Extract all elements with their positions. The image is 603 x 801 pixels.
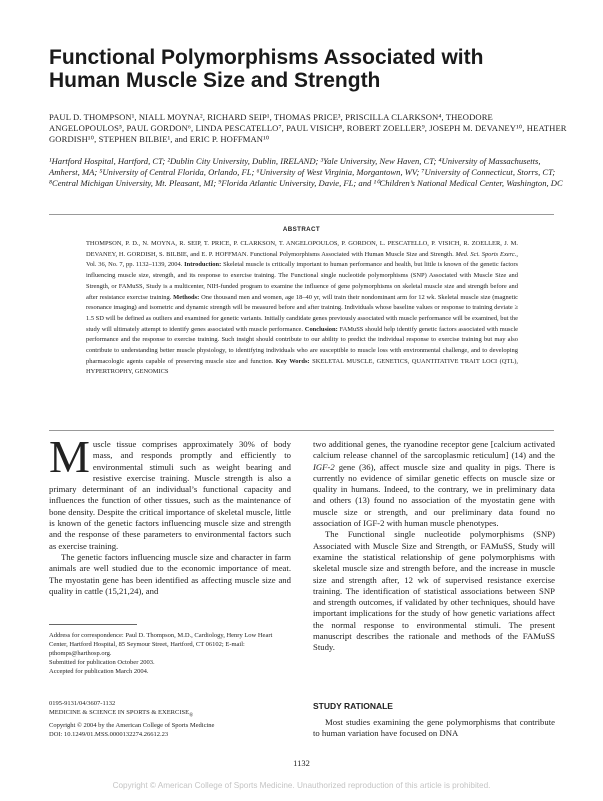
abstract-conclusion-label: Conclusion: xyxy=(304,325,338,333)
author-list: PAUL D. THOMPSON¹, NIALL MOYNA², RICHARD SEIP¹, THOMAS PRICE³, PRISCILLA CLARKSON⁴, THEODORE ANGELOPOULOS⁵, PAUL GORDON⁶, LINDA PESCATELLO⁷, PAUL VISICH⁸, ROBERT ZOELLER⁹, JOSEPH M. DEVANEY¹⁰, HEATHER GORDISH¹⁰, STEPHEN BILBIE¹, and ERIC P. HOFFMAN¹⁰ xyxy=(49,112,567,144)
abstract-methods-label: Methods: xyxy=(173,293,200,301)
body-paragraph xyxy=(49,431,291,552)
journal-name-line xyxy=(49,708,291,721)
footnote-accepted: Accepted for publication March 2004. xyxy=(49,668,149,675)
article-title xyxy=(49,46,569,92)
abstract-intro-text: Skeletal muscle is critically important to human performance and health, but little is known of the genetic factors influencing muscle size, strength, and its response to exercise training. The Functional single nucleotide polymorphisms (SNP) Associated with Muscle Size and Strength, or FAMuSS, Study is a multicenter, NIH-funded program to examine the influence of gene polymorphisms on skeletal muscle size and strength before and after resistance exercise training. xyxy=(86,261,519,301)
journal-name: MEDICINE & SCIENCE IN SPORTS & EXERCISE xyxy=(49,709,190,717)
paragraph-text: uscle tissue comprises approximately 30% of body mass, and responds promptly and efficiently to environmental stimuli such as weight bearing and resistive exercise training. Muscle strength is also a primary determinant of an individual’s functional capacity and influences the function of other tissues, such as the maintenance of bone density. Despite the critical importance of skeletal muscle, little is known of the genetic factors influencing muscle size and strength and the response of these parameters to environmental factors such as exercise training. xyxy=(49,439,291,551)
abstract-heading: ABSTRACT xyxy=(282,226,321,233)
body-column-left xyxy=(49,431,291,597)
footnote-submitted: Submitted for publication October 2003. xyxy=(49,659,155,666)
paragraph-text: two additional genes, the ryanodine receptor gene [calcium activated calcium release channel of the sarcoplasmic reticulum] (14) and the xyxy=(313,439,555,461)
abstract-intro-label: Introduction: xyxy=(184,261,222,269)
journal-mark: ® xyxy=(189,712,194,719)
abstract-methods-text: One thousand men and women, age 18–40 yr, will train their nondominant arm for 12 wk. Skeletal muscle size (magnetic resonance imaging) and isometric and dynamic strength will be measured before and after training. Individuals whose baseline values or response to training deviate ≥ 1.5 SD will be defined as outliers and examined for genetic variants. Initially candidate genes previously associated with muscle performance will be examined, but the study will ultimately attempt to identify genes associated with muscle performance. xyxy=(86,293,519,333)
footnote-address: Address for correspondence: Paul D. Thompson, M.D., Cardiology, Henry Low Heart Center, Hartford Hospital, 85 Seymour Street, Hartford, CT 06102; E-mail: pthomps@harthosp.org. xyxy=(49,632,273,657)
abstract-keywords-label: Key Words: xyxy=(275,357,310,365)
section-heading: STUDY RATIONALE xyxy=(313,701,393,711)
abstract-divider xyxy=(49,430,554,431)
paragraph-text: gene (36), affect muscle size and quality in pigs. There is currently no evidence of similar genetic effects on muscle size or quality in humans. Indeed, to the contrary, we in preliminary data and others (13) found no association of the myostatin gene with muscle size or strength, and our preliminary data found no association of IGF-2 with human muscle phenotypes. xyxy=(313,461,556,529)
abstract-keywords-text: SKELETAL MUSCLE, GENETICS, QUANTITATIVE TRAIT LOCI (QTL), HYPERTROPHY, GENOMICS xyxy=(86,357,519,376)
footnote xyxy=(49,631,291,676)
copyright-watermark: Copyright © American College of Sports Medicine. Unauthorized reproduction of this article is prohibited. xyxy=(112,781,491,790)
issn: 0195-9131/04/3607-1132 xyxy=(49,700,116,707)
abstract-conclusion-text: FAMuSS should help identify genetic factors associated with muscle performance and the response to exercise training. Such insight should contribute to our ability to predict the individual response to exercise training but may also contribute to understanding better muscle physiology, to identifying individuals who are susceptible to muscle loss with environmental challenge, and to developing pharmacologic agents capable of preserving muscle size and function. xyxy=(86,325,519,365)
page-number: 1132 xyxy=(293,758,310,768)
gene-name: IGF-2 xyxy=(313,461,335,472)
abstract-journal-ref: Vol. 36, No. 7, pp. 1132–1139, 2004. xyxy=(86,261,183,269)
top-divider xyxy=(49,214,554,215)
abstract-journal: Med. Sci. Sports Exerc., xyxy=(455,250,519,258)
footnote-divider xyxy=(49,624,137,625)
body-column-right-lower xyxy=(313,717,555,740)
publication-meta xyxy=(49,699,291,739)
body-paragraph: The genetic factors influencing muscle size and character in farm animals are well studied due to the economic importance of meat. The myostatin gene has been identified as affecting muscle size and quality in cattle (15,21,24), and xyxy=(49,551,291,596)
copyright-line: Copyright © 2004 by the American College of Sports Medicine xyxy=(49,721,215,729)
abstract-text xyxy=(86,239,518,378)
abstract-citation: THOMPSON, P. D., N. MOYNA, R. SEIP, T. PRICE, P. CLARKSON, T. ANGELOPOULOS, P. GORDON, L. PESCATELLO, P. VISICH, R. ZOELLER, J. M. DEVANEY, H. GORDISH, S. BILBIE, and E. P. HOFFMAN. Functional Polymorphisms Associated with Human Muscle Size and Strength. xyxy=(86,240,518,258)
body-paragraph xyxy=(313,439,555,529)
title-line-1: Functional Polymorphisms Associated with xyxy=(49,46,484,69)
affiliations: ¹Hartford Hospital, Hartford, CT; ²Dublin City University, Dublin, IRELAND; ³Yale University, New Haven, CT; ⁴University of Massachusetts, Amherst, MA; ⁵University of Central Florida, Orlando, FL; ⁶University of West Virginia, Morgantown, WV; ⁷University of Connecticut, Storrs, CT; ⁸Central Michigan University, Mt. Pleasant, MI; ⁹Florida Atlantic University, Davie, FL; and ¹⁰Children’s National Medical Center, Washington, DC xyxy=(49,156,563,188)
body-paragraph: The Functional single nucleotide polymorphisms (SNP) Associated with Muscle Size and Strength, or FAMuSS, Study will examine the statistical relationship of gene polymorphisms with skeletal muscle size and strength before, and the increase in muscle size and strength after, 12 wk of supervised resistance exercise training. The identification of statistical associations between SNP and strength outcomes, if validated by other techniques, should have important implications for the study of how genetic variations affect the normal response to environmental stimuli. The present manuscript describes the rationale and methods of the FAMuSS Study. xyxy=(313,529,555,653)
drop-cap: M xyxy=(49,431,90,482)
body-paragraph: Most studies examining the gene polymorphisms that contribute to human variation have focused on DNA xyxy=(313,717,555,739)
body-column-right xyxy=(313,439,555,654)
doi: DOI: 10.1249/01.MSS.0000132274.26612.23 xyxy=(49,731,169,739)
title-line-2: Human Muscle Size and Strength xyxy=(49,69,381,92)
